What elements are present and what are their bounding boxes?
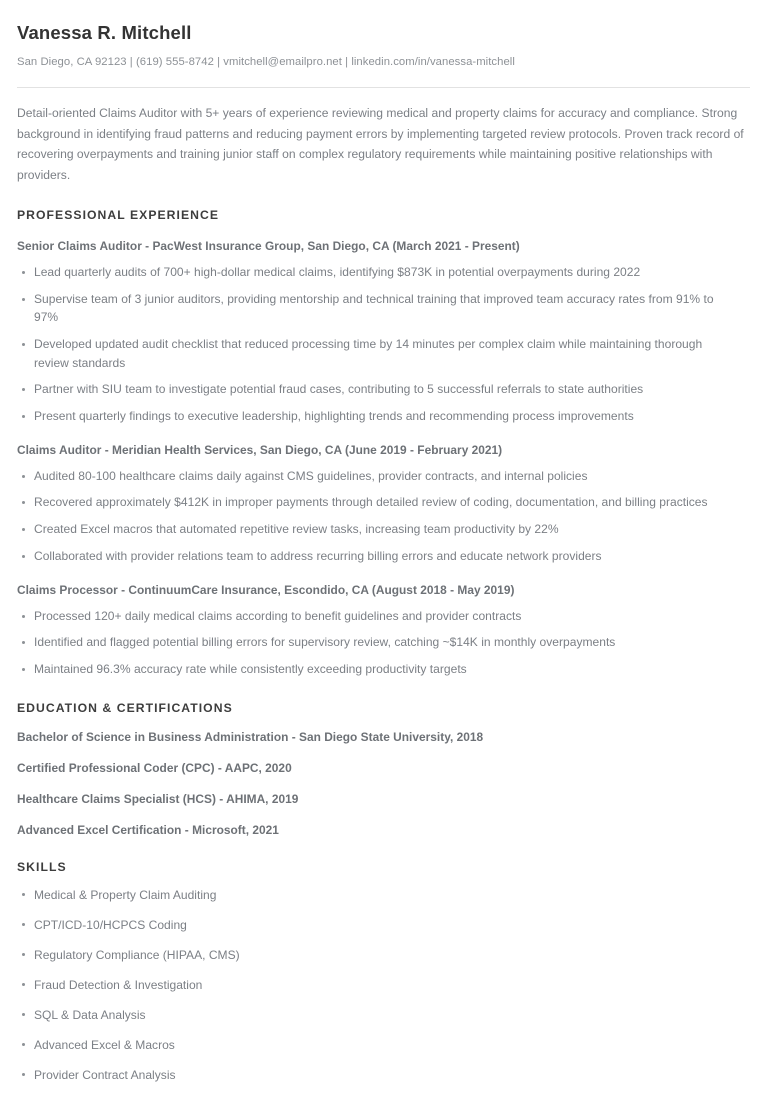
job-bullet: Supervise team of 3 junior auditors, providing mentorship and technical training that improved team accuracy rates from 91% to 97% bbox=[17, 290, 739, 327]
job-bullet: Developed updated audit checklist that reduced processing time by 14 minutes per complex claim while maintaining thorough review standards bbox=[17, 335, 739, 372]
job-bullet: Created Excel macros that automated repetitive review tasks, increasing team productivity by 22% bbox=[17, 520, 739, 539]
skill-item: SQL & Data Analysis bbox=[17, 1006, 750, 1024]
header-divider bbox=[17, 87, 750, 88]
experience-entry bbox=[17, 442, 750, 566]
section-education-certifications bbox=[17, 701, 750, 838]
skill-item: Fraud Detection & Investigation bbox=[17, 976, 750, 994]
job-bullet-list bbox=[17, 467, 750, 566]
experience-entry bbox=[17, 582, 750, 679]
section-professional-experience bbox=[17, 208, 750, 679]
education-item: Advanced Excel Certification - Microsoft, 2021 bbox=[17, 822, 279, 837]
skill-item: Medical & Property Claim Auditing bbox=[17, 886, 750, 904]
education-item: Healthcare Claims Specialist (HCS) - AHIMA, 2019 bbox=[17, 791, 299, 806]
job-bullet: Processed 120+ daily medical claims according to benefit guidelines and provider contracts bbox=[17, 607, 739, 626]
candidate-name: Vanessa R. Mitchell bbox=[17, 22, 192, 43]
job-heading: Senior Claims Auditor - PacWest Insurance Group, San Diego, CA (March 2021 - Present) bbox=[17, 238, 520, 253]
job-bullet: Partner with SIU team to investigate potential fraud cases, contributing to 5 successful referrals to state authorities bbox=[17, 380, 739, 399]
skill-item: CPT/ICD-10/HCPCS Coding bbox=[17, 916, 750, 934]
contact-line: San Diego, CA 92123 | (619) 555-8742 | vmitchell@emailpro.net | linkedin.com/in/vanessa-mitchell bbox=[17, 56, 515, 69]
skill-item: Provider Contract Analysis bbox=[17, 1066, 750, 1084]
skill-item: Advanced Excel & Macros bbox=[17, 1036, 750, 1054]
job-bullet: Identified and flagged potential billing errors for supervisory review, catching ~$14K in monthly overpayments bbox=[17, 633, 739, 652]
job-bullet: Recovered approximately $412K in improper payments through detailed review of coding, documentation, and billing practices bbox=[17, 493, 739, 512]
skill-item: Regulatory Compliance (HIPAA, CMS) bbox=[17, 946, 750, 964]
education-list bbox=[17, 729, 750, 838]
job-heading: Claims Auditor - Meridian Health Services, San Diego, CA (June 2019 - February 2021) bbox=[17, 442, 503, 457]
experience-entry bbox=[17, 238, 750, 426]
job-bullet-list bbox=[17, 263, 750, 426]
professional-summary: Detail-oriented Claims Auditor with 5+ years of experience reviewing medical and property claims for accuracy and compliance. Strong background in identifying fraud patterns and reducing payment errors by implementing targeted review protocols. Proven track record of recovering overpayments and training junior staff on complex regulatory requirements while maintaining positive relationships with providers. bbox=[17, 105, 744, 183]
job-bullet: Collaborated with provider relations team to address recurring billing errors and educate network providers bbox=[17, 547, 739, 566]
section-title-education: EDUCATION & CERTIFICATIONS bbox=[17, 700, 233, 715]
education-item: Bachelor of Science in Business Administration - San Diego State University, 2018 bbox=[17, 729, 484, 744]
section-skills bbox=[17, 860, 750, 1084]
section-title-skills: SKILLS bbox=[17, 859, 67, 874]
job-bullet: Lead quarterly audits of 700+ high-dollar medical claims, identifying $873K in potential overpayments during 2022 bbox=[17, 263, 739, 282]
job-bullet: Present quarterly findings to executive leadership, highlighting trends and recommending process improvements bbox=[17, 407, 739, 426]
job-bullet-list bbox=[17, 607, 750, 679]
education-item: Certified Professional Coder (CPC) - AAPC, 2020 bbox=[17, 760, 292, 775]
resume-header bbox=[17, 21, 750, 88]
job-heading: Claims Processor - ContinuumCare Insurance, Escondido, CA (August 2018 - May 2019) bbox=[17, 582, 515, 597]
skills-list bbox=[17, 886, 750, 1084]
job-bullet: Audited 80-100 healthcare claims daily against CMS guidelines, provider contracts, and internal policies bbox=[17, 467, 739, 486]
section-title-experience: PROFESSIONAL EXPERIENCE bbox=[17, 207, 220, 222]
job-bullet: Maintained 96.3% accuracy rate while consistently exceeding productivity targets bbox=[17, 660, 739, 679]
